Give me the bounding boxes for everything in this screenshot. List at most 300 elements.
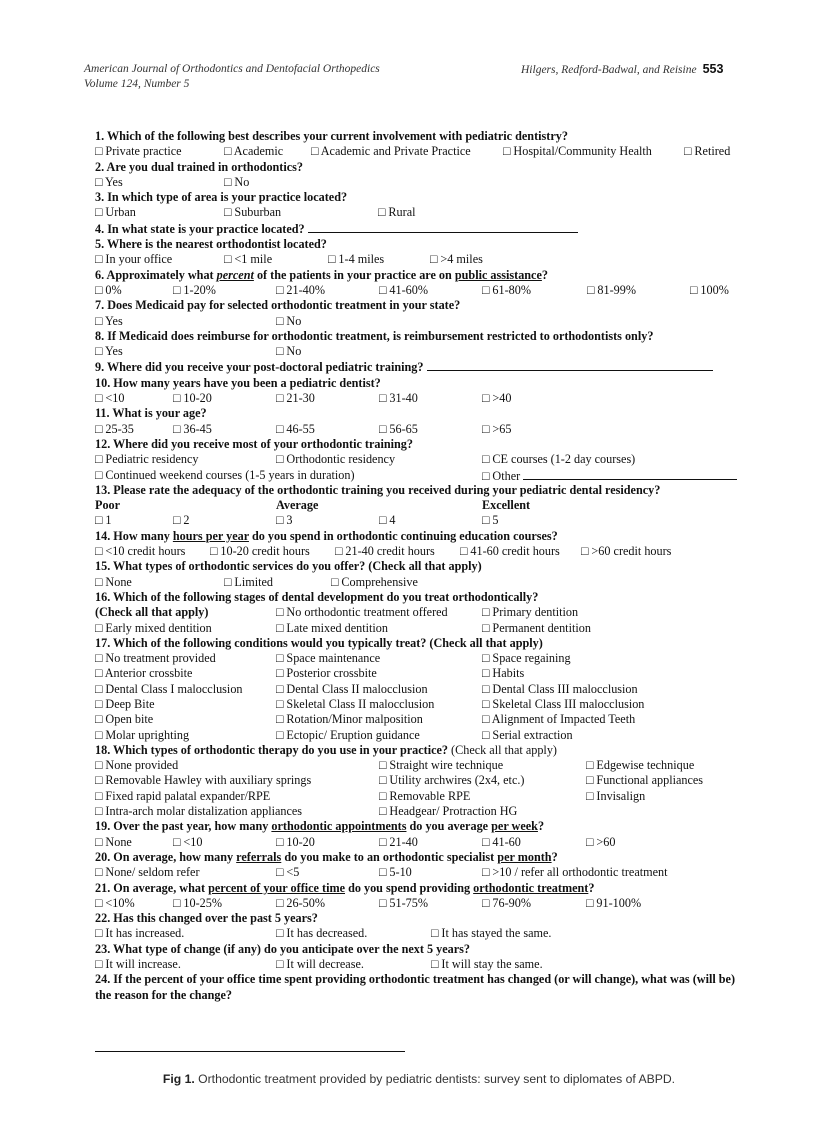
question-7: 7. Does Medicaid pay for selected orthodontic treatment in your state? — [95, 298, 461, 313]
checkbox-icon: □ — [95, 620, 106, 635]
checkbox-option[interactable]: □ Removable Hawley with auxiliary springs — [95, 773, 312, 788]
checkbox-icon: □ — [482, 712, 492, 727]
checkbox-option[interactable]: □ It has increased. — [95, 926, 185, 941]
checkbox-option[interactable]: □ 91-100% — [586, 895, 642, 910]
checkbox-icon: □ — [276, 421, 287, 436]
checkbox-option[interactable]: □ Early mixed dentition — [95, 620, 212, 635]
checkbox-icon: □ — [95, 788, 106, 803]
checkbox-icon: □ — [482, 391, 493, 406]
question-13: 13. Please rate the adequacy of the orthodontic training you received during your pediatric dental residency? — [95, 482, 661, 497]
checkbox-option[interactable]: □ <10 — [173, 834, 203, 849]
checkbox-icon: □ — [95, 834, 106, 849]
checkbox-icon: □ — [95, 313, 105, 328]
checkbox-option[interactable]: □ Continued weekend courses (1-5 years in duration) — [95, 467, 355, 482]
checkbox-option[interactable]: □ 10-20 — [276, 834, 315, 849]
checkbox-option[interactable]: □ None — [95, 574, 132, 589]
checkbox-icon: □ — [586, 834, 597, 849]
question-text: 14. How many — [95, 528, 173, 543]
checkbox-icon: □ — [173, 834, 184, 849]
checkbox-icon: □ — [95, 773, 106, 788]
checkbox-icon: □ — [276, 681, 287, 696]
checkbox-option[interactable]: □ No — [276, 313, 302, 328]
question-21-options — [95, 896, 755, 911]
checkbox-icon: □ — [210, 544, 221, 559]
running-header-journal — [84, 62, 380, 92]
checkbox-option[interactable]: □ 36-45 — [173, 421, 212, 436]
checkbox-option[interactable]: □ 5-10 — [379, 865, 412, 880]
question-text: ? — [551, 849, 558, 864]
training-answer-line[interactable] — [427, 359, 713, 371]
checkbox-icon: □ — [482, 834, 493, 849]
question-23-options — [95, 957, 755, 972]
checkbox-option[interactable]: □ Molar uprighting — [95, 727, 190, 742]
checkbox-option[interactable]: □ Retired — [684, 144, 731, 159]
question-15: 15. What types of orthodontic services do you offer? (Check all that apply) — [95, 559, 482, 574]
checkbox-option[interactable]: □ Private practice — [95, 144, 182, 159]
checkbox-icon: □ — [95, 957, 106, 972]
checkbox-option[interactable]: □ Posterior crossbite — [276, 666, 377, 681]
checkbox-icon: □ — [482, 513, 493, 528]
other-answer-line[interactable] — [523, 468, 737, 480]
question-12: 12. Where did you receive most of your orthodontic training? — [95, 436, 413, 451]
checkbox-option[interactable]: □ Yes — [95, 174, 123, 189]
checkbox-option[interactable]: □ 26-50% — [276, 895, 326, 910]
checkbox-option[interactable]: □ >60 credit hours — [581, 544, 672, 559]
checkbox-icon: □ — [431, 926, 442, 941]
checkbox-icon: □ — [276, 344, 287, 359]
checkbox-option[interactable]: □ It will stay the same. — [431, 957, 543, 972]
question-18 — [95, 743, 755, 758]
checkbox-icon: □ — [95, 391, 106, 406]
checkbox-option[interactable]: □ Space maintenance — [276, 651, 381, 666]
checkbox-icon: □ — [95, 421, 106, 436]
checkbox-icon: □ — [224, 574, 235, 589]
checkbox-option-other[interactable] — [482, 468, 737, 484]
checkbox-icon: □ — [173, 513, 184, 528]
question-text: do you make to an orthodontic specialist — [281, 849, 498, 864]
question-23: 23. What type of change (if any) do you anticipate over the next 5 years? — [95, 941, 470, 956]
checkbox-option[interactable]: □ No — [224, 174, 250, 189]
checkbox-icon: □ — [173, 421, 184, 436]
checkbox-icon: □ — [430, 252, 441, 267]
checkbox-option[interactable]: □ Edgewise technique — [586, 758, 695, 773]
question-11: 11. What is your age? — [95, 406, 207, 421]
checkbox-icon: □ — [587, 282, 598, 297]
question-text: do you spend providing — [345, 880, 474, 895]
checkbox-icon: □ — [431, 957, 442, 972]
checkbox-icon: □ — [276, 452, 287, 467]
checkbox-option[interactable]: □ 46-55 — [276, 421, 315, 436]
checkbox-option[interactable]: □ 81-99% — [587, 282, 637, 297]
figure-label: Fig 1. — [162, 1072, 195, 1086]
question-18-options-b — [95, 773, 755, 788]
question-12-options-a — [95, 452, 755, 467]
question-text: 19. Over the past year, how many — [95, 819, 272, 834]
checkbox-icon: □ — [482, 468, 493, 483]
checkbox-option[interactable]: □ Permanent dentition — [482, 620, 591, 635]
checkbox-option[interactable]: □ >4 miles — [430, 252, 483, 267]
checkbox-icon: □ — [379, 834, 390, 849]
checkbox-option[interactable]: □ <5 — [276, 865, 300, 880]
checkbox-icon: □ — [379, 282, 390, 297]
checkbox-icon: □ — [586, 895, 597, 910]
checkbox-option[interactable]: □ None — [95, 834, 132, 849]
scale-label-poor: Poor — [95, 498, 121, 513]
checkbox-icon: □ — [95, 205, 106, 220]
question-text: 18. Which types of orthodontic therapy do you use in your practice? — [95, 742, 448, 757]
checkbox-icon: □ — [482, 452, 493, 467]
checkbox-option[interactable]: □ Hospital/Community Health — [503, 144, 652, 159]
checkbox-icon: □ — [95, 651, 106, 666]
checkbox-option[interactable]: □ 1-20% — [173, 282, 216, 297]
question-5-options — [95, 252, 755, 267]
checkbox-option[interactable]: □ 10-20 — [173, 391, 212, 406]
checkbox-option[interactable]: □ 21-30 — [276, 391, 315, 406]
checkbox-icon: □ — [482, 605, 493, 620]
checkbox-option[interactable]: □ Utility archwires (2x4, etc.) — [379, 773, 525, 788]
checkbox-icon: □ — [379, 758, 390, 773]
checkbox-option[interactable]: □ Urban — [95, 205, 136, 220]
question-19-options — [95, 835, 755, 850]
emphasis-orthodontic-treatment: orthodontic treatment — [473, 880, 589, 895]
question-17-row — [95, 697, 755, 712]
checkbox-icon: □ — [586, 788, 597, 803]
checkbox-option[interactable]: □ 2 — [173, 513, 190, 528]
checkbox-option[interactable]: □ It has stayed the same. — [431, 926, 552, 941]
checkbox-icon: □ — [95, 574, 106, 589]
question-text: 6. Approximately what — [95, 267, 217, 282]
checkbox-icon: □ — [276, 313, 287, 328]
question-24: 24. If the percent of your office time spent providing orthodontic treatment has changed (or will change), what was (will be) the reason for the change? — [95, 972, 736, 1002]
checkbox-option[interactable]: □ 1 — [95, 513, 112, 528]
question-1-options — [95, 144, 755, 159]
other-label: Other — [492, 468, 521, 483]
checkbox-icon: □ — [276, 727, 287, 742]
checkbox-icon: □ — [276, 513, 287, 528]
question-6 — [95, 268, 755, 283]
checkbox-option[interactable]: □ Deep Bite — [95, 696, 155, 711]
checkbox-icon: □ — [276, 282, 287, 297]
checkbox-icon: □ — [482, 727, 493, 742]
checkbox-icon: □ — [482, 696, 493, 711]
checkbox-icon: □ — [378, 205, 389, 220]
question-17-row — [95, 651, 755, 666]
checkbox-icon: □ — [482, 895, 493, 910]
checkbox-option[interactable]: □ 5 — [482, 513, 499, 528]
question-22: 22. Has this changed over the past 5 years? — [95, 911, 318, 926]
checkbox-icon: □ — [95, 344, 105, 359]
checkbox-icon: □ — [482, 282, 493, 297]
checkbox-option[interactable]: □ Dental Class I malocclusion — [95, 681, 243, 696]
checkbox-option[interactable]: □ 41-60 — [482, 834, 521, 849]
checkbox-icon: □ — [173, 895, 184, 910]
question-14 — [95, 529, 755, 544]
checkbox-option[interactable]: □ Skeletal Class II malocclusion — [276, 696, 435, 711]
checkbox-option[interactable]: □ It will increase. — [95, 957, 181, 972]
question-13-scale — [95, 498, 755, 513]
question-2: 2. Are you dual trained in orthodontics? — [95, 159, 304, 174]
question-14-options — [95, 544, 755, 559]
checkbox-option[interactable]: □ Yes — [95, 313, 123, 328]
emphasis-per-month: per month — [497, 849, 552, 864]
question-text: do you average — [406, 819, 492, 834]
checkbox-option[interactable]: □ No — [276, 344, 302, 359]
scale-label-average: Average — [276, 498, 319, 513]
checkbox-option[interactable]: □ Dental Class III malocclusion — [482, 681, 638, 696]
figure-caption-text: Orthodontic treatment provided by pediatric dentists: survey sent to diplomates of ABPD. — [198, 1072, 676, 1086]
checkbox-option[interactable]: □ 100% — [690, 282, 729, 297]
checkbox-icon: □ — [503, 144, 514, 159]
question-10-options — [95, 391, 755, 406]
checkbox-icon: □ — [224, 252, 235, 267]
question-text: ? — [588, 880, 595, 895]
checkbox-icon: □ — [95, 926, 106, 941]
checkbox-option[interactable]: □ <1 mile — [224, 252, 273, 267]
checkbox-icon: □ — [276, 696, 287, 711]
running-header-authors — [521, 62, 723, 78]
checkbox-option[interactable]: □ 21-40% — [276, 282, 326, 297]
emphasis-appointments: orthodontic appointments — [271, 819, 407, 834]
checkbox-icon: □ — [276, 605, 287, 620]
checkbox-icon: □ — [379, 865, 390, 880]
checkbox-option[interactable]: □ 10-20 credit hours — [210, 544, 310, 559]
checkbox-icon: □ — [276, 834, 287, 849]
checkbox-icon: □ — [95, 895, 106, 910]
checkbox-icon: □ — [276, 895, 287, 910]
question-17-row — [95, 712, 755, 727]
emphasis-public-assistance: public assistance — [454, 267, 542, 282]
checkbox-icon: □ — [482, 865, 493, 880]
checkbox-icon: □ — [95, 712, 106, 727]
question-7-options — [95, 314, 755, 329]
checkbox-icon: □ — [684, 144, 695, 159]
checkbox-icon: □ — [95, 252, 106, 267]
checkbox-option[interactable]: □ No treatment provided — [95, 651, 216, 666]
question-17-row — [95, 682, 755, 697]
checkbox-option[interactable]: □ Pediatric residency — [95, 452, 199, 467]
question-6-options — [95, 283, 755, 298]
checkbox-icon: □ — [379, 773, 390, 788]
checkbox-option[interactable]: □ Space regaining — [482, 651, 571, 666]
checkbox-icon: □ — [95, 681, 106, 696]
checkbox-icon: □ — [95, 282, 106, 297]
checkbox-icon: □ — [379, 895, 390, 910]
question-2-options — [95, 175, 755, 190]
checkbox-option[interactable]: □ Habits — [482, 666, 525, 681]
checkbox-option[interactable]: □ Headgear/ Protraction HG — [379, 804, 518, 819]
checkbox-icon: □ — [173, 282, 184, 297]
checkbox-icon: □ — [224, 205, 235, 220]
checkbox-icon: □ — [95, 804, 106, 819]
checkbox-option[interactable]: □ No orthodontic treatment offered — [276, 605, 448, 620]
checkbox-option[interactable]: □ Serial extraction — [482, 727, 573, 742]
checkbox-icon: □ — [335, 544, 346, 559]
checkbox-option[interactable]: □ 51-75% — [379, 895, 429, 910]
checkbox-icon: □ — [276, 666, 287, 681]
question-18-options-c — [95, 789, 755, 804]
checkbox-option[interactable]: □ Primary dentition — [482, 605, 579, 620]
checkbox-icon: □ — [311, 144, 321, 159]
checkbox-icon: □ — [379, 513, 390, 528]
checkbox-icon: □ — [482, 421, 493, 436]
checkbox-icon: □ — [95, 174, 105, 189]
checkbox-option[interactable]: □ 1-4 miles — [328, 252, 385, 267]
checkbox-option[interactable]: □ 10-25% — [173, 895, 223, 910]
checkbox-option[interactable]: □ Rural — [378, 205, 416, 220]
question-9-text: 9. Where did you receive your post-doctoral pediatric training? — [95, 360, 424, 375]
checkbox-option[interactable]: □ Dental Class II malocclusion — [276, 681, 428, 696]
checkbox-option[interactable]: □ Functional appliances — [586, 773, 704, 788]
checkbox-option[interactable]: □ Late mixed dentition — [276, 620, 388, 635]
checkbox-option[interactable]: □ Invisalign — [586, 788, 646, 803]
question-9 — [95, 359, 755, 375]
checkbox-option[interactable]: □ 21-40 — [379, 834, 418, 849]
checkbox-option[interactable]: □ >65 — [482, 421, 512, 436]
question-22-options — [95, 926, 755, 941]
checkbox-option[interactable]: □ 21-40 credit hours — [335, 544, 435, 559]
checkbox-icon: □ — [276, 926, 287, 941]
question-1: 1. Which of the following best describes your current involvement with pediatric dentistry? — [95, 129, 568, 143]
question-text: 20. On average, how many — [95, 849, 237, 864]
checkbox-option[interactable]: □ Comprehensive — [331, 574, 418, 589]
question-8-options — [95, 344, 755, 359]
checkbox-option[interactable]: □ 76-90% — [482, 895, 532, 910]
question-13-options — [95, 513, 755, 528]
checkbox-option[interactable]: □ <10% — [95, 895, 135, 910]
checkbox-icon: □ — [95, 758, 106, 773]
checkbox-option[interactable]: □ >10 / refer all orthodontic treatment — [482, 865, 668, 880]
checkbox-option[interactable]: □ None provided — [95, 758, 179, 773]
checkbox-option[interactable]: □ Limited — [224, 574, 274, 589]
checkbox-icon: □ — [224, 174, 235, 189]
checkbox-option[interactable]: □ Straight wire technique — [379, 758, 504, 773]
checkbox-option[interactable]: □ >40 — [482, 391, 512, 406]
question-20 — [95, 850, 755, 865]
state-answer-line[interactable] — [308, 221, 578, 233]
checkbox-option[interactable]: □ CE courses (1-2 day courses) — [482, 452, 636, 467]
emphasis-per-week: per week — [491, 819, 538, 834]
checkbox-icon: □ — [276, 712, 287, 727]
checkbox-option[interactable]: □ 41-60% — [379, 282, 429, 297]
question-17-row — [95, 728, 755, 743]
checkbox-option[interactable]: □ Removable RPE — [379, 788, 471, 803]
checkbox-option[interactable]: □ Orthodontic residency — [276, 452, 396, 467]
question-text: 21. On average, what — [95, 880, 209, 895]
checkbox-icon: □ — [379, 391, 390, 406]
question-8: 8. If Medicaid does reimburse for orthodontic treatment, is reimbursement restricted to orthodontists only? — [95, 328, 654, 343]
checkbox-option[interactable]: □ 56-65 — [379, 421, 418, 436]
checkbox-option[interactable]: □ >60 — [586, 834, 616, 849]
checkbox-icon: □ — [482, 651, 493, 666]
checkbox-icon: □ — [173, 391, 184, 406]
checkbox-option[interactable]: □ In your office — [95, 252, 173, 267]
question-16: 16. Which of the following stages of dental development do you treat orthodontically? — [95, 589, 539, 604]
checkbox-option[interactable]: □ Alignment of Impacted Teeth — [482, 712, 636, 727]
journal-title: American Journal of Orthodontics and Dentofacial Orthopedics — [84, 63, 380, 75]
checkbox-option[interactable]: □ Fixed rapid palatal expander/RPE — [95, 788, 271, 803]
checkbox-option[interactable]: □ <10 — [95, 391, 125, 406]
question-19 — [95, 819, 755, 834]
checkbox-option[interactable]: □ 4 — [379, 513, 396, 528]
question-17-options — [95, 651, 755, 743]
checkbox-option[interactable]: □ Intra-arch molar distalization appliances — [95, 804, 303, 819]
checkbox-option[interactable]: □ Academic and Private Practice — [311, 144, 471, 159]
question-16-options-b — [95, 621, 755, 636]
checkbox-option[interactable]: □ Ectopic/ Eruption guidance — [276, 727, 420, 742]
check-all-note: (Check all that apply) — [95, 605, 209, 620]
checkbox-icon: □ — [460, 544, 471, 559]
question-17: 17. Which of the following conditions would you typically treat? (Check all that apply) — [95, 635, 543, 650]
question-3-options — [95, 205, 755, 220]
question-5: 5. Where is the nearest orthodontist located? — [95, 237, 327, 252]
checkbox-option[interactable]: □ 0% — [95, 282, 122, 297]
question-15-options — [95, 575, 755, 590]
checkbox-option[interactable]: □ It has decreased. — [276, 926, 368, 941]
checkbox-icon: □ — [95, 467, 106, 482]
check-all-note: (Check all that apply) — [448, 742, 557, 757]
checkbox-option[interactable]: □ Open bite — [95, 712, 154, 727]
checkbox-icon: □ — [276, 391, 287, 406]
question-18-options-d — [95, 804, 755, 819]
journal-volume: Volume 124, Number 5 — [84, 78, 190, 90]
checkbox-icon: □ — [482, 666, 493, 681]
checkbox-option[interactable]: □ 61-80% — [482, 282, 532, 297]
checkbox-option[interactable]: □ 3 — [276, 513, 293, 528]
checkbox-icon: □ — [482, 681, 493, 696]
authors: Hilgers, Redford-Badwal, and Reisine — [521, 64, 697, 76]
question-11-options — [95, 422, 755, 437]
question-18-options-a — [95, 758, 755, 773]
checkbox-option[interactable]: □ 41-60 credit hours — [460, 544, 560, 559]
checkbox-icon: □ — [276, 651, 287, 666]
question-4 — [95, 221, 755, 237]
footnote-divider — [95, 1051, 405, 1052]
question-text: ? — [537, 819, 545, 834]
checkbox-option[interactable]: □ Anterior crossbite — [95, 666, 193, 681]
checkbox-icon: □ — [379, 788, 390, 803]
question-text: do you spend in orthodontic continuing education courses? — [248, 528, 558, 543]
checkbox-icon: □ — [95, 144, 106, 159]
checkbox-icon: □ — [95, 696, 106, 711]
checkbox-option[interactable]: □ <10 credit hours — [95, 544, 186, 559]
checkbox-option[interactable]: □ None/ seldom refer — [95, 865, 200, 880]
checkbox-option[interactable]: □ It will decrease. — [276, 957, 364, 972]
scale-label-excellent: Excellent — [482, 498, 531, 513]
checkbox-icon: □ — [95, 865, 106, 880]
checkbox-option[interactable]: □ Skeletal Class III malocclusion — [482, 696, 645, 711]
question-text: of the patients in your practice are on — [253, 267, 455, 282]
checkbox-icon: □ — [331, 574, 342, 589]
checkbox-option[interactable]: □ 25-35 — [95, 421, 134, 436]
question-21 — [95, 881, 755, 896]
checkbox-icon: □ — [95, 513, 106, 528]
checkbox-icon: □ — [379, 421, 390, 436]
checkbox-option[interactable]: □ 31-40 — [379, 391, 418, 406]
checkbox-icon: □ — [95, 544, 106, 559]
emphasis-referrals: referrals — [236, 849, 282, 864]
question-10: 10. How many years have you been a pediatric dentist? — [95, 375, 381, 390]
checkbox-icon: □ — [379, 804, 390, 819]
checkbox-option[interactable]: □ Academic — [224, 144, 284, 159]
checkbox-option[interactable]: □ Suburban — [224, 205, 282, 220]
question-20-options — [95, 865, 755, 880]
checkbox-icon: □ — [276, 957, 287, 972]
checkbox-icon: □ — [586, 758, 597, 773]
question-12-options-b — [95, 468, 755, 483]
checkbox-option[interactable]: □ Yes — [95, 344, 123, 359]
emphasis-percent: percent — [216, 267, 254, 282]
checkbox-option[interactable]: □ Rotation/Minor malposition — [276, 712, 423, 727]
